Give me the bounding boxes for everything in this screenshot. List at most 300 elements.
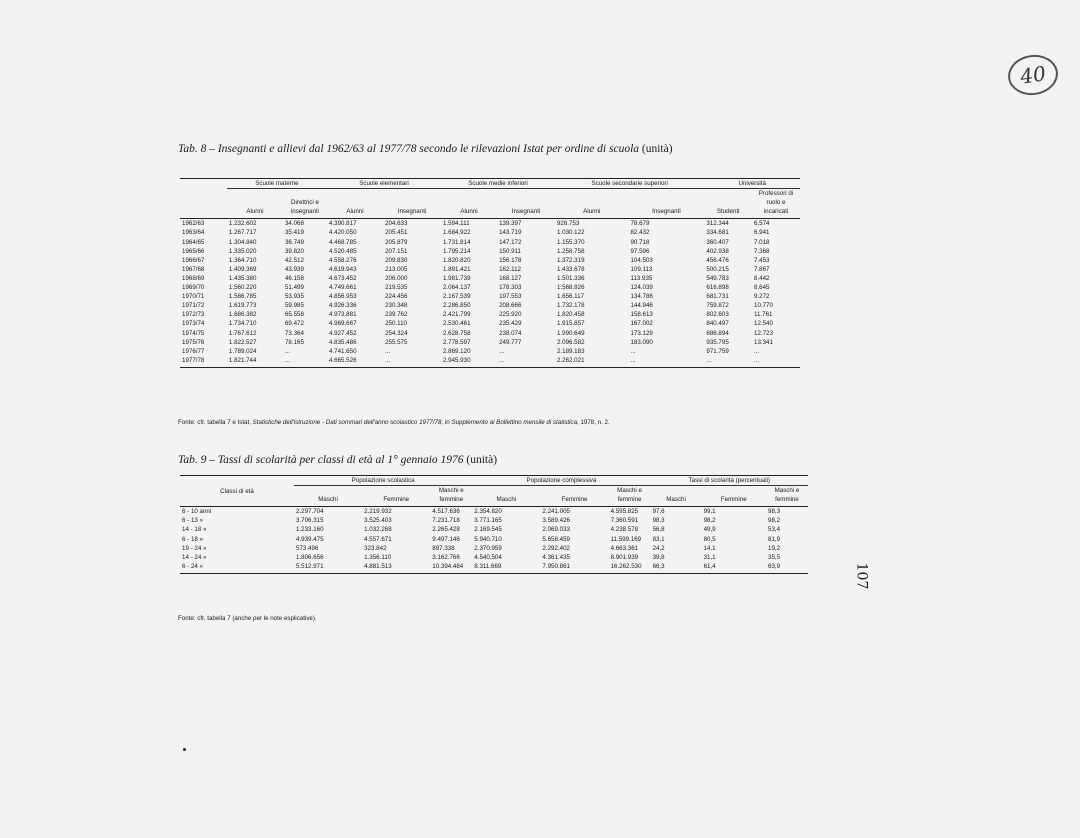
table-cell: 2.292.402 <box>542 544 570 552</box>
table-cell: 99,1 <box>703 508 716 516</box>
table-cell: 3.771.165 <box>474 517 502 525</box>
column-header: Alunni <box>227 189 283 219</box>
table-cell: 43.939 <box>284 265 304 273</box>
table-cell: 53.935 <box>284 293 304 301</box>
table-cell: 4.557.671 <box>364 535 392 543</box>
source-text: cfr. tabella 7 e Istat, <box>197 419 251 426</box>
table-cell: 8.311.669 <box>472 562 540 574</box>
column-header: Alunni <box>555 189 628 219</box>
table-cell: 1.030.122 <box>556 229 585 237</box>
table-cell: 1.731.814 <box>442 238 471 246</box>
table-cell: 4.973.881 <box>328 311 357 319</box>
table-cell: 4.468.785 <box>328 238 357 246</box>
table-cell: 10.770 <box>754 302 773 310</box>
table-cell: 4.420.050 <box>328 229 357 237</box>
source-publication: Statistiche dell'istruzione - Dati sommari dell'anno scolastico 1977/78, <box>252 419 444 426</box>
table-cell: 360.407 <box>706 238 729 246</box>
table-cell: 1.372.319 <box>556 256 585 264</box>
table-cell: 225.920 <box>499 311 522 319</box>
table-row <box>180 247 800 256</box>
group-header: Università <box>704 179 800 189</box>
table-cell: 8.645 <box>754 284 770 292</box>
table-cell: 2.265.428 <box>432 526 460 534</box>
table-cell: 104.503 <box>630 256 653 264</box>
table-cell: 4.741.650 <box>328 347 357 355</box>
table-cell: 4.663.361 <box>610 544 639 552</box>
table-cell: 24,2 <box>652 544 665 552</box>
row-label: 14 - 18 » <box>182 526 207 534</box>
table-cell: 239.762 <box>385 311 408 319</box>
table-cell: 51.499 <box>284 284 304 292</box>
table-cell: 402.938 <box>706 247 729 255</box>
table-cell: 81,9 <box>768 535 781 543</box>
table-cell: 1.734.710 <box>228 320 257 328</box>
table-cell: 4.390.817 <box>328 220 357 228</box>
row-label: 1965/66 <box>182 247 205 255</box>
table-cell: 759.872 <box>706 302 729 310</box>
table-cell: 802.603 <box>706 311 729 319</box>
table-cell: 167.002 <box>630 320 653 328</box>
table-cell: 1.433.678 <box>556 265 585 273</box>
table-row <box>180 219 800 229</box>
table-cell: 1.335.020 <box>228 247 257 255</box>
table-row <box>180 562 808 574</box>
row-label: 1971/72 <box>182 302 205 310</box>
table-cell: 109.113 <box>630 265 653 273</box>
table-cell: 3.706.315 <box>296 517 324 525</box>
table-cell: 4.540.504 <box>474 553 502 561</box>
table-cell: 249.777 <box>499 338 522 346</box>
column-header: Insegnanti <box>497 189 555 219</box>
column-header: Femmine <box>702 486 766 507</box>
table-cell: 178.303 <box>499 284 522 292</box>
table-row <box>180 256 800 265</box>
row-label: 1963/64 <box>182 229 205 237</box>
table-cell: 204.633 <box>385 220 408 228</box>
table-cell: 147.172 <box>499 238 522 246</box>
table-cell: ... <box>385 347 391 355</box>
table-cell: 208.666 <box>499 302 522 310</box>
table-cell: 1.409.369 <box>228 265 257 273</box>
table9-source <box>178 614 317 623</box>
column-header: Studenti <box>704 189 752 219</box>
table-row <box>180 553 808 562</box>
table-cell: 206.000 <box>385 274 408 282</box>
column-header: Femmine <box>540 486 608 507</box>
table-cell: 173.129 <box>630 329 653 337</box>
table-cell: 6.941 <box>754 229 770 237</box>
table9-title: Tab. 9 – Tassi di scolarità per classi di età al 1° gennaio 1976 <box>178 454 464 466</box>
table-cell: 1.267.717 <box>228 229 257 237</box>
table-cell: 197.553 <box>499 293 522 301</box>
table-cell: 35.419 <box>284 229 304 237</box>
table-cell: 1.795.214 <box>442 247 471 255</box>
table-row <box>180 228 800 237</box>
table-cell: 11.761 <box>754 311 773 319</box>
table-cell: 14,1 <box>703 544 716 552</box>
table-cell: 250.110 <box>385 320 407 328</box>
table-cell: 134.786 <box>630 293 653 301</box>
table-cell: 97,6 <box>652 508 665 516</box>
table-cell: 1.568.926 <box>556 284 585 292</box>
table-cell: 2.096.582 <box>556 338 585 346</box>
table-cell: 4.749.661 <box>328 284 357 292</box>
table-cell: 2.869.120 <box>442 347 471 355</box>
table-cell: 8.442 <box>754 274 770 282</box>
table-cell: 2.167.539 <box>442 293 471 301</box>
table-cell: 158.613 <box>630 311 653 319</box>
table-cell: 886.894 <box>706 329 729 337</box>
table-cell: ... <box>284 347 291 355</box>
source-publication: Supplemento al Bollettino mensile di statistica, <box>451 419 579 426</box>
column-header: Direttrici e insegnanti <box>283 189 327 219</box>
table-cell: 13.341 <box>754 338 773 346</box>
table-cell: 840.497 <box>706 320 729 328</box>
table-row <box>180 310 800 319</box>
column-header: Alunni <box>441 189 497 219</box>
table-cell: 3.162.766 <box>432 553 460 561</box>
table-cell: 4.238.578 <box>610 526 639 534</box>
row-label: 1973/74 <box>182 320 205 328</box>
table-cell: 1.233.160 <box>296 526 324 534</box>
table8-header-row <box>180 189 800 219</box>
table-cell: 1.304.840 <box>228 238 257 246</box>
table-cell: 56,8 <box>652 526 665 534</box>
table-row <box>180 292 800 301</box>
table-cell: 7.867 <box>754 265 770 273</box>
table-cell: 12.540 <box>754 320 773 328</box>
table-cell: 334.681 <box>706 229 729 237</box>
table9 <box>180 475 808 574</box>
table-cell: 971.759 <box>706 347 729 355</box>
table-cell: 2.370.959 <box>474 544 502 552</box>
table-cell: 4.939.475 <box>296 535 324 543</box>
row-label: 14 - 24 » <box>182 553 207 561</box>
table-cell: 53,4 <box>768 526 781 534</box>
table-cell: 6.574 <box>754 220 770 228</box>
table-cell: 66,3 <box>651 562 702 574</box>
table-cell: 209.830 <box>385 256 408 264</box>
table-cell: 82.432 <box>630 229 650 237</box>
table-cell: 323.842 <box>364 544 387 552</box>
table-cell: 1.806.656 <box>296 553 324 561</box>
table-cell: 49,9 <box>703 526 716 534</box>
row-label: 6 - 13 » <box>182 517 203 525</box>
table-cell: 5.658.459 <box>542 535 570 543</box>
table-cell: 59.985 <box>284 302 304 310</box>
table-cell: 144.946 <box>630 302 653 310</box>
table-cell: 1.732.178 <box>556 302 585 310</box>
table-cell: 80,5 <box>703 535 716 543</box>
column-header: Maschi e femmine <box>766 486 808 507</box>
table-row <box>180 535 808 544</box>
table-cell: 312.344 <box>706 220 729 228</box>
table-cell: 19,2 <box>768 544 781 552</box>
source-text: cfr. tabella 7 (anche per le note esplicative). <box>197 615 317 622</box>
column-header: Insegnanti <box>628 189 704 219</box>
table-cell: 4.881.513 <box>362 562 430 574</box>
row-label: 1969/70 <box>182 284 205 292</box>
table-row <box>180 265 800 274</box>
table-cell: 8.901.939 <box>610 553 639 561</box>
group-header: Popolazione scolastica <box>294 476 472 486</box>
table-cell: 7.018 <box>754 238 770 246</box>
table-cell: 2.628.758 <box>442 329 471 337</box>
table-cell: 162.112 <box>499 265 521 273</box>
table-cell: 207.151 <box>385 247 408 255</box>
column-header: Maschi e femmine <box>609 486 651 507</box>
table-cell: 224.456 <box>385 293 408 301</box>
table-cell: 4.619.943 <box>328 265 357 273</box>
table-cell: 4.927.452 <box>328 329 357 337</box>
table9-group-row <box>180 476 808 486</box>
table-cell: 34.068 <box>284 220 304 228</box>
table-cell: 9.272 <box>754 293 770 301</box>
table-cell: 1.820.458 <box>556 311 585 319</box>
table-cell: 2.297.704 <box>296 508 324 516</box>
group-header: Tassi di scolarità (percentuali) <box>651 476 808 486</box>
row-label: 1975/76 <box>182 338 205 346</box>
table-cell: 1.990.649 <box>556 329 585 337</box>
table-cell: 1.232.602 <box>228 220 257 228</box>
table-cell: 897.338 <box>432 544 455 552</box>
table-cell: 4.969.667 <box>328 320 357 328</box>
handwritten-page-mark: 40 <box>1005 52 1060 99</box>
row-label: 1964/65 <box>182 238 205 246</box>
group-header: Scuole secondarie superiori <box>555 179 704 189</box>
table-cell: 65.558 <box>284 311 304 319</box>
table-cell: 1.981.739 <box>442 274 471 282</box>
table-cell: 219.535 <box>385 284 408 292</box>
table-cell: 4.673.452 <box>328 274 357 282</box>
table9-unit: (unità) <box>466 454 498 466</box>
table-cell: 2.189.183 <box>556 347 585 355</box>
table8-caption <box>178 143 673 155</box>
table-cell: 1.686.382 <box>228 311 257 319</box>
table-cell: 573.496 <box>296 544 319 552</box>
table-cell: 12.723 <box>754 329 773 337</box>
table8-group-row <box>180 179 800 189</box>
table-cell: ... <box>628 356 704 368</box>
table-cell: 926.753 <box>556 220 580 228</box>
table-cell: 456.476 <box>706 256 729 264</box>
stub-spacer <box>180 189 227 219</box>
table-cell: 39.820 <box>284 247 304 255</box>
table-row <box>180 274 800 283</box>
table-cell: 183.090 <box>630 338 653 346</box>
table-cell: 3.589.426 <box>542 517 570 525</box>
table-cell: 42.512 <box>284 256 304 264</box>
table-cell: 935.795 <box>706 338 729 346</box>
table-cell: 2.286.850 <box>442 302 471 310</box>
table-row <box>180 507 808 517</box>
table-row <box>180 347 800 356</box>
table-cell: 230.348 <box>385 302 408 310</box>
table-cell: 4.558.276 <box>328 256 357 264</box>
table-cell: 2.421.799 <box>442 311 471 319</box>
table-row <box>180 301 800 310</box>
table8-source <box>178 418 818 427</box>
table-cell: 1.356.110 <box>364 553 392 561</box>
table8-unit: (unità) <box>641 143 673 155</box>
table-cell: 83,1 <box>652 535 665 543</box>
table-cell: 1.915.857 <box>556 320 585 328</box>
table-cell: 1.821.744 <box>227 356 283 368</box>
table-cell: 1.032.268 <box>364 526 392 534</box>
table-cell: 1.684.922 <box>442 229 471 237</box>
table-cell: 4.665.526 <box>327 356 383 368</box>
row-label: 19 - 24 » <box>182 544 207 552</box>
table-cell: 1.767.612 <box>228 329 257 337</box>
column-header: Insegnanti <box>383 189 441 219</box>
table-cell: 2.064.137 <box>442 284 471 292</box>
table-cell: 1.891.421 <box>442 265 471 273</box>
table-cell: 39,8 <box>652 553 665 561</box>
table-cell: 1.822.527 <box>228 338 257 346</box>
table-row <box>180 238 800 247</box>
table9-caption <box>178 454 497 466</box>
table-cell: 549.783 <box>706 274 729 282</box>
row-label: 1968/69 <box>182 274 205 282</box>
table-cell: 150.911 <box>499 247 521 255</box>
table-cell: 97.596 <box>630 247 650 255</box>
table-row <box>180 525 808 534</box>
table-cell: ... <box>383 356 441 368</box>
source-label: Fonte: <box>178 419 196 426</box>
table-cell: 4.926.336 <box>328 302 357 310</box>
group-header: Popolazione complessiva <box>472 476 650 486</box>
table-cell: 156.178 <box>499 256 522 264</box>
row-label: 6 - 24 » <box>180 562 294 574</box>
table-cell: 78.679 <box>630 220 650 228</box>
table-cell: 78.165 <box>284 338 304 346</box>
table-cell: 1.820.820 <box>442 256 471 264</box>
table-cell: ... <box>497 356 555 368</box>
table-cell: 2.262.021 <box>555 356 628 368</box>
table-cell: 2.219.932 <box>364 508 392 516</box>
table-cell: 16.262.530 <box>609 562 651 574</box>
table-cell: 235.429 <box>499 320 522 328</box>
table-cell: 9.497.146 <box>432 535 460 543</box>
table-cell: 1.155.370 <box>556 238 585 246</box>
table-cell: 205.879 <box>385 238 408 246</box>
row-label: 1970/71 <box>182 293 205 301</box>
table-cell: 4.595.825 <box>610 508 639 516</box>
table-cell: 681.731 <box>706 293 729 301</box>
table-cell: 10.394.484 <box>430 562 472 574</box>
table-cell: 113.935 <box>630 274 653 282</box>
row-label: 1976/77 <box>182 347 205 355</box>
table-cell: 4.361.435 <box>542 553 570 561</box>
table-cell: 1.258.758 <box>556 247 585 255</box>
source-text: in <box>444 419 450 426</box>
table-cell: 2.945.930 <box>441 356 497 368</box>
table-cell: ... <box>752 356 800 368</box>
table-cell: 98,2 <box>703 517 716 525</box>
column-header: Maschi <box>294 486 362 507</box>
table-cell: 1.435.380 <box>228 274 257 282</box>
table-cell: 7.360.591 <box>610 517 639 525</box>
group-header: Scuole medie inferiori <box>441 179 555 189</box>
column-header: Maschi e femmine <box>430 486 472 507</box>
table-cell: 11.599.169 <box>610 535 642 543</box>
table-cell: 5.940.710 <box>474 535 502 543</box>
table-cell: ... <box>499 347 505 355</box>
table-cell: 213.005 <box>385 265 408 273</box>
table-row <box>180 356 800 368</box>
column-header: Professori di ruolo e incaricati <box>752 189 800 219</box>
table-cell: 46.158 <box>284 274 304 282</box>
table-cell: 98,3 <box>768 508 781 516</box>
row-label: 1967/68 <box>182 265 205 273</box>
table-cell: 73.364 <box>284 329 304 337</box>
row-label: 1962/63 <box>182 220 205 228</box>
table-cell: 1.364.710 <box>228 256 257 264</box>
row-label: 1974/75 <box>182 329 205 337</box>
table-cell: 4.856.953 <box>328 293 357 301</box>
table-cell: 205.451 <box>385 229 408 237</box>
table-cell: ... <box>704 356 752 368</box>
table-row <box>180 329 800 338</box>
table-cell: 7.231.718 <box>432 517 460 525</box>
table-cell: 1.560.220 <box>228 284 257 292</box>
table-cell: 36.749 <box>284 238 304 246</box>
source-label: Fonte: <box>178 615 196 622</box>
table-cell: 143.719 <box>499 229 522 237</box>
row-label: 6 - 18 » <box>182 535 203 543</box>
table-row <box>180 516 808 525</box>
table-cell: 7.368 <box>754 247 770 255</box>
table-cell: 5.512.971 <box>294 562 362 574</box>
column-header: Maschi <box>651 486 702 507</box>
table-cell: 90.718 <box>630 238 650 246</box>
row-label: 6 - 10 anni <box>182 508 212 516</box>
table-cell: 31,1 <box>703 553 716 561</box>
table-cell: 7.950.861 <box>540 562 608 574</box>
table-cell: 168.127 <box>499 274 522 282</box>
column-header: Alunni <box>327 189 383 219</box>
table-cell: 2.069.033 <box>542 526 570 534</box>
table-cell: ... <box>630 347 636 355</box>
table-cell: 2.530.461 <box>442 320 471 328</box>
table-cell: ... <box>754 347 760 355</box>
table-cell: 616.898 <box>706 284 729 292</box>
table-cell: 254.324 <box>385 329 408 337</box>
table-cell: 2.169.545 <box>474 526 502 534</box>
table-row <box>180 319 800 328</box>
table-cell: 1.619.773 <box>228 302 257 310</box>
side-page-number: 107 <box>853 562 870 590</box>
stub-header: Classi di età <box>180 476 294 507</box>
table-cell: 1.656.117 <box>556 293 585 301</box>
table8 <box>180 178 800 368</box>
table-cell: 124.039 <box>630 284 653 292</box>
table-cell: 2.354.820 <box>474 508 502 516</box>
group-header: Scuole elementari <box>327 179 441 189</box>
table-cell: 98,3 <box>652 517 665 525</box>
table-cell: 1.501.336 <box>556 274 585 282</box>
table-cell: 3.525.403 <box>364 517 392 525</box>
column-header: Femmine <box>362 486 430 507</box>
table-cell: 7.453 <box>754 256 770 264</box>
table-cell: 98,2 <box>768 517 781 525</box>
table-cell: 63,9 <box>766 562 808 574</box>
column-header: Maschi <box>472 486 540 507</box>
table-cell: 35,5 <box>768 553 781 561</box>
table-row <box>180 338 800 347</box>
table-cell: 4.517.636 <box>432 508 460 516</box>
row-label: 1977/78 <box>180 356 227 368</box>
